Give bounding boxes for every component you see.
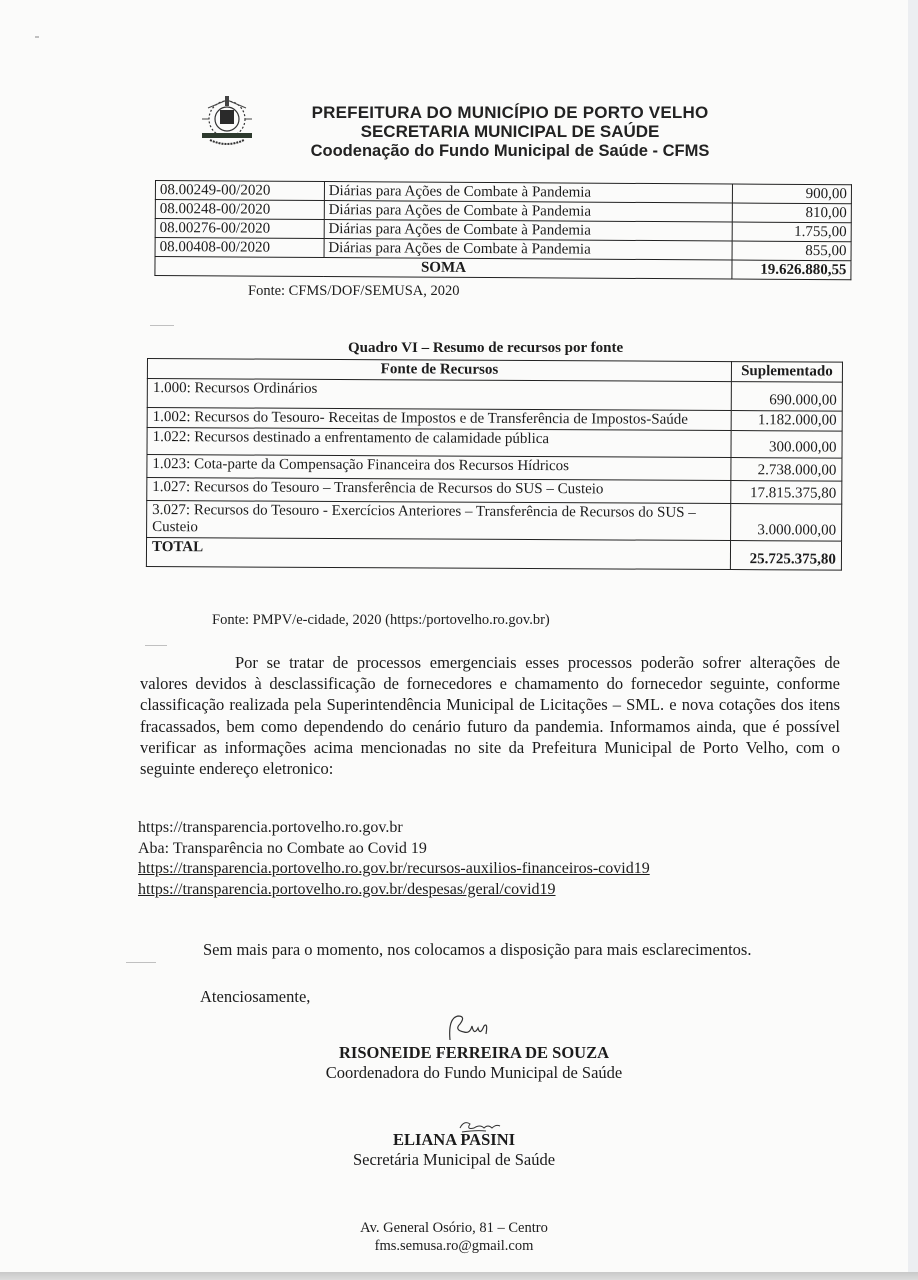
signature-block-coordinator — [20, 1043, 918, 1083]
table2-source: Fonte: PMPV/e-cidade, 2020 (https:/portovelho.ro.gov.br) — [212, 612, 550, 628]
scan-mark — [35, 36, 39, 38]
scan-mark — [150, 325, 174, 326]
footer-address: Av. General Osório, 81 – Centro — [360, 1220, 548, 1236]
description: Diárias para Ações de Combate à Pandemia — [324, 182, 732, 203]
tab-reference: Aba: Transparência no Combate ao Covid 19 — [138, 839, 427, 857]
municipal-coat-of-arms-icon — [196, 90, 258, 150]
signatory-role: Coordenadora do Fundo Municipal de Saúde — [325, 1063, 623, 1082]
table-row — [147, 428, 842, 459]
handwritten-signature-icon — [444, 1010, 494, 1046]
description: Diárias para Ações de Combate à Pandemia — [324, 239, 732, 260]
regards: Atenciosamente, — [200, 987, 311, 1006]
footer-email: fms.semusa.ro@gmail.com — [374, 1238, 534, 1254]
amount: 3.000.000,00 — [731, 504, 842, 542]
column-header-fonte: Fonte de Recursos — [147, 359, 731, 382]
letterhead-municipality: PREFEITURA DO MUNICÍPIO DE PORTO VELHO — [311, 103, 709, 122]
description: Diárias para Ações de Combate à Pandemia — [324, 220, 732, 241]
page-edge-shadow — [0, 1272, 918, 1280]
value: 1.755,00 — [732, 222, 851, 242]
scan-mark — [126, 962, 156, 963]
source-name: 1.002: Recursos do Tesouro- Receitas de Impostos e de Transferência de Impostos-Saúde — [147, 408, 731, 431]
sum-row — [155, 257, 851, 280]
signatory-name: ELIANA PASINI — [392, 1130, 516, 1149]
amount: 17.815.375,80 — [731, 481, 842, 505]
column-header-suplementado: Suplementado — [731, 362, 842, 383]
process-number: 08.00276-00/2020 — [155, 219, 324, 239]
process-number: 08.00248-00/2020 — [155, 200, 324, 220]
sum-value: 19.626.880,55 — [732, 260, 851, 280]
value: 855,00 — [732, 241, 851, 261]
expenses-table — [154, 180, 852, 280]
letterhead — [280, 103, 740, 161]
amount: 1.182.000,00 — [731, 411, 842, 432]
total-value: 25.725.375,80 — [730, 541, 841, 571]
value: 900,00 — [732, 184, 851, 204]
signature-block-secretary — [0, 1130, 908, 1170]
covid-resources-link[interactable]: https://transparencia.portovelho.ro.gov.br/recursos-auxilios-financeiros-covid19 — [138, 860, 650, 877]
amount: 300.000,00 — [731, 431, 842, 459]
scan-mark — [145, 645, 167, 646]
source-name: 1.027: Recursos do Tesouro – Transferência de Recursos do SUS – Custeio — [147, 478, 731, 504]
description: Diárias para Ações de Combate à Pandemia — [324, 201, 732, 222]
source-name: 1.000: Recursos Ordinários — [147, 379, 731, 411]
covid-expenses-link[interactable]: https://transparencia.portovelho.ro.gov.br/despesas/geral/covid19 — [138, 880, 556, 898]
source-name: 1.022: Recursos destinado a enfrentamento de calamidade pública — [147, 428, 731, 458]
total-label: TOTAL — [146, 538, 730, 570]
table-row — [147, 379, 842, 412]
resources-by-source-table — [146, 358, 843, 571]
amount: 690.000,00 — [731, 382, 842, 412]
signatory-name: RISONEIDE FERREIRA DE SOUZA — [338, 1043, 610, 1062]
amount: 2.738.000,00 — [731, 458, 842, 482]
table1-source: Fonte: CFMS/DOF/SEMUSA, 2020 — [248, 283, 460, 299]
process-number: 08.00249-00/2020 — [155, 181, 324, 201]
closing-sentence: Sem mais para o momento, nos colocamos a disposição para mais esclarecimentos. — [203, 940, 752, 959]
body-paragraph: Por se tratar de processos emergenciais esses processos poderão sofrer alterações de valores devidos à desclassificação de fornecedores e chamamento do fornecedor seguinte, conforme classificação realizada pela Superintendência Municipal de Licitações – SML. e nova cotações dos itens fracassados, bem como dependendo do cenário futuro da pandemia. Informamos ainda, que é possível verificar as informações acima mencionadas no site da Prefeitura Municipal de Porto Velho, com o seguinte endereço eletronico: — [140, 653, 840, 779]
total-row — [146, 538, 841, 571]
process-number: 08.00408-00/2020 — [155, 238, 324, 258]
footer — [0, 1219, 908, 1255]
letterhead-secretariat: SECRETARIA MUNICIPAL DE SAÚDE — [360, 122, 660, 141]
sum-label: SOMA — [155, 257, 732, 280]
source-name: 3.027: Recursos do Tesouro - Exercícios Anteriores – Transferência de Recursos do SUS – Custeio — [147, 501, 731, 541]
letterhead-coordination: Coodenação do Fundo Municipal de Saúde - CFMS — [310, 142, 710, 160]
table2-caption: Quadro VI – Resumo de recursos por fonte — [348, 340, 624, 356]
value: 810,00 — [732, 203, 851, 223]
transparency-site-link[interactable]: https://transparencia.portovelho.ro.gov.br — [138, 819, 403, 836]
signatory-role: Secretária Municipal de Saúde — [352, 1150, 556, 1169]
source-name: 1.023: Cota-parte da Compensação Financeira dos Recursos Hídricos — [147, 455, 731, 481]
table-row — [147, 501, 842, 542]
reference-links — [138, 818, 650, 900]
